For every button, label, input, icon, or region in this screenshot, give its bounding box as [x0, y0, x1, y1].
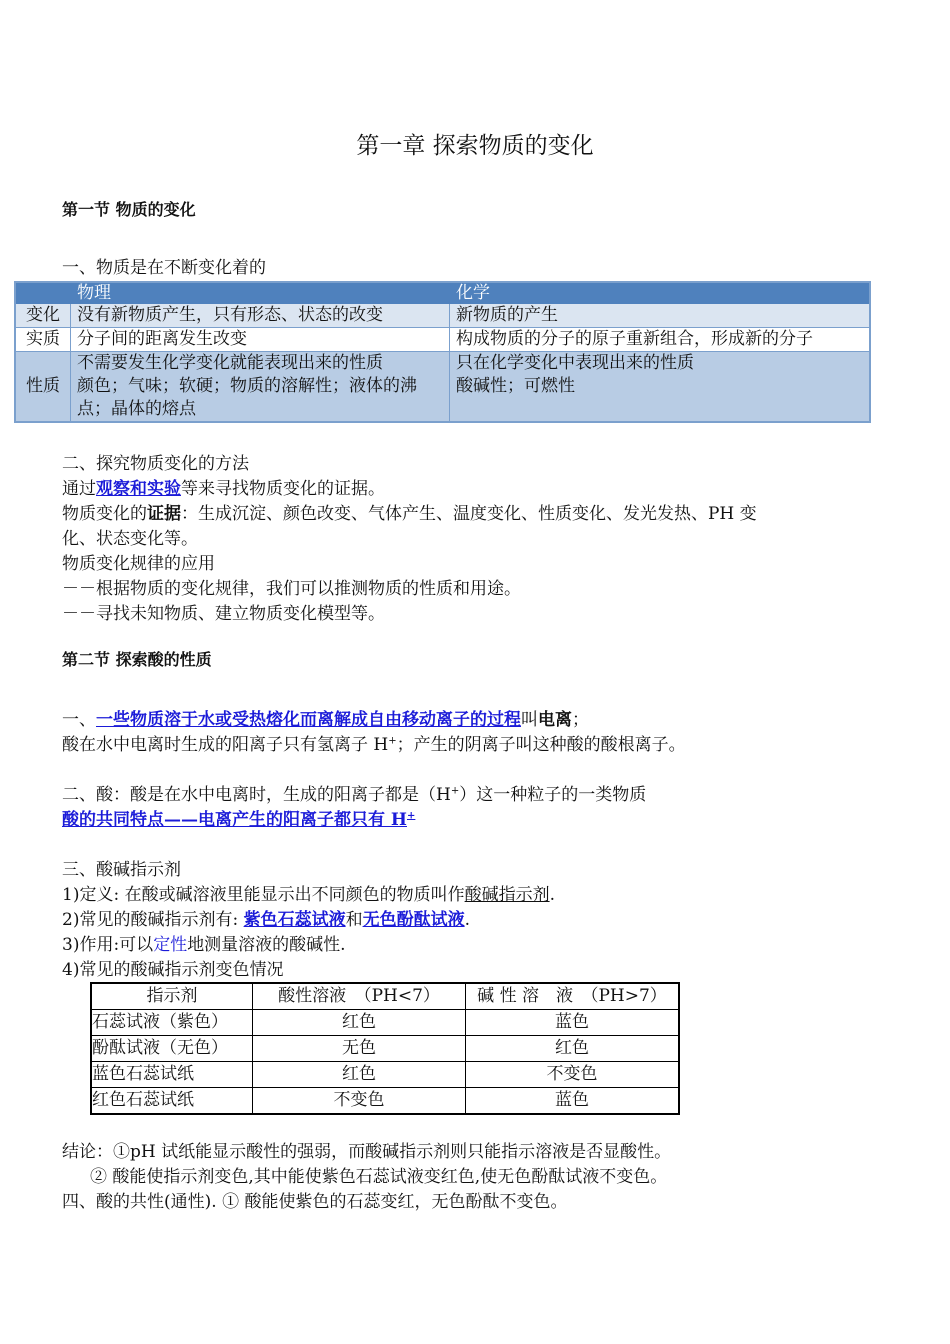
acid-color: 红色	[253, 1062, 466, 1088]
cell-line: 酸碱性；可燃性	[456, 376, 575, 396]
ionization-definition	[62, 708, 589, 732]
acid-color: 无色	[253, 1036, 466, 1062]
text: 通过	[62, 479, 96, 499]
cell-chemical: 新物质的产生	[450, 304, 871, 328]
text: 物质变化的	[62, 504, 147, 524]
application-heading: 物质变化规律的应用	[62, 554, 215, 574]
text: 叫	[521, 710, 538, 730]
text: 3)作用:可以	[62, 935, 154, 955]
cell-line: 不需要发生化学变化就能表现出来的性质	[77, 353, 383, 373]
acid-common-feature[interactable]	[62, 808, 415, 832]
header-basic: 碱 性 溶 液 （PH>7）	[466, 983, 680, 1010]
table-row	[91, 1088, 679, 1115]
change-comparison-table	[14, 281, 871, 423]
superscript: +	[406, 810, 416, 822]
phenolphthalein-link[interactable]: 无色酚酞试液	[362, 910, 465, 930]
text: 2)常见的酸碱指示剂有:	[62, 910, 244, 930]
cell-chemical: 构成物质的分子的原子重新组合，形成新的分子	[450, 328, 871, 352]
acid-feature-link[interactable]: 酸的共同特点——电离产生的阳离子都只有 H	[62, 810, 407, 830]
indicator-heading: 三、酸碱指示剂	[62, 860, 181, 880]
table-row	[91, 1062, 679, 1088]
header-acidic: 酸性溶液 （PH<7）	[253, 983, 466, 1010]
text: 地测量溶液的酸碱性.	[187, 935, 346, 955]
cell-physical	[71, 352, 450, 423]
section1-sub1: 一、物质是在不断变化着的	[62, 258, 266, 278]
conclusion-2: ② 酸能使指示剂变色,其中能使紫色石蕊试液变红色,使无色酚酞试液不变色。	[90, 1167, 668, 1187]
acid-color: 不变色	[253, 1088, 466, 1115]
text: 和	[345, 910, 363, 930]
observe-experiment-link[interactable]: 观察和实验	[96, 479, 181, 499]
text: ；	[572, 710, 589, 730]
indicator-name: 酚酞试液（无色）	[91, 1036, 253, 1062]
indicator-name: 蓝色石蕊试纸	[91, 1062, 253, 1088]
table-row	[91, 1010, 679, 1036]
acid-ionization-line	[62, 733, 686, 757]
base-color: 不变色	[466, 1062, 680, 1088]
application-line-2: －－寻找未知物质、建立物质变化模型等。	[62, 604, 385, 624]
base-color: 蓝色	[466, 1010, 680, 1036]
row-label: 实质	[15, 328, 71, 352]
text: 酸在水中电离时生成的阳离子只有氢离子 H	[62, 735, 389, 755]
base-color: 红色	[466, 1036, 680, 1062]
text: 二、酸：酸是在水中电离时，生成的阳离子都是（H	[62, 785, 451, 805]
qualitative-term: 定性	[153, 935, 188, 955]
conclusion-1: 结论：①pH 试纸能显示酸性的强弱，而酸碱指示剂则只能指示溶液是否显酸性。	[62, 1142, 672, 1162]
row-label: 性质	[15, 352, 71, 423]
row-label: 变化	[15, 304, 71, 328]
superscript: +	[388, 735, 397, 747]
indicator-definition	[62, 883, 555, 907]
section2-heading: 第二节 探索酸的性质	[62, 650, 212, 669]
text: 一、	[62, 710, 96, 730]
base-color: 蓝色	[466, 1088, 680, 1115]
cell-line: 只在化学变化中表现出来的性质	[456, 353, 694, 373]
text: ）这一种粒子的一类物质	[459, 785, 647, 805]
method-paragraph	[62, 477, 385, 501]
indicator-color-heading: 4)常见的酸碱指示剂变色情况	[62, 960, 284, 980]
header-indicator: 指示剂	[91, 983, 253, 1010]
ionization-term: 电离	[538, 710, 572, 730]
table-row	[15, 328, 870, 352]
text: ；产生的阴离子叫这种酸的酸根离子。	[396, 735, 686, 755]
indicator-name: 石蕊试液（紫色）	[91, 1010, 253, 1036]
superscript: +	[450, 785, 460, 797]
table-row	[15, 352, 870, 423]
table-header-row	[15, 282, 870, 304]
table-row	[91, 1036, 679, 1062]
page-title: 第一章 探索物质的变化	[356, 133, 594, 159]
evidence-term: 证据	[147, 504, 181, 524]
indicator-name: 红色石蕊试纸	[91, 1088, 253, 1115]
acid-color: 红色	[253, 1010, 466, 1036]
text: 1)定义: 在酸或碱溶液里能显示出不同颜色的物质叫作	[62, 885, 465, 905]
evidence-continued: 化、状态变化等。	[62, 529, 198, 549]
ionization-link[interactable]: 一些物质溶于水或受热熔化而离解成自由移动离子的过程	[96, 710, 521, 730]
cell-physical: 分子间的距离发生改变	[71, 328, 450, 352]
section1-heading: 第一节 物质的变化	[62, 200, 196, 219]
text: .	[549, 885, 555, 905]
cell-line: 颜色；气味；软硬；物质的溶解性；液体的沸	[77, 376, 417, 396]
indicator-usage	[62, 933, 346, 957]
indicator-color-table	[90, 982, 680, 1115]
section1-sub2: 二、探究物质变化的方法	[62, 454, 249, 474]
cell-physical: 没有新物质产生，只有形态、状态的改变	[71, 304, 450, 328]
text: .	[464, 910, 470, 930]
header-physical: 物理	[71, 282, 450, 304]
indicator-term: 酸碱指示剂	[464, 885, 550, 905]
text: 等来寻找物质变化的证据。	[181, 479, 385, 499]
common-indicators	[62, 908, 470, 932]
table-header-row	[91, 983, 679, 1010]
evidence-paragraph	[62, 502, 757, 526]
table-row	[15, 304, 870, 328]
litmus-link[interactable]: 紫色石蕊试液	[243, 910, 346, 930]
header-blank	[15, 282, 71, 304]
header-chemical: 化学	[450, 282, 871, 304]
cell-chemical	[450, 352, 871, 423]
application-line-1: －－根据物质的变化规律，我们可以推测物质的性质和用途。	[62, 579, 521, 599]
text: ：生成沉淀、颜色改变、气体产生、温度变化、性质变化、发光发热、PH 变	[181, 504, 757, 524]
cell-line: 点；晶体的熔点	[77, 399, 196, 419]
acid-common-properties: 四、酸的共性(通性). ① 酸能使紫色的石蕊变红，无色酚酞不变色。	[62, 1192, 568, 1212]
acid-definition	[62, 783, 646, 807]
